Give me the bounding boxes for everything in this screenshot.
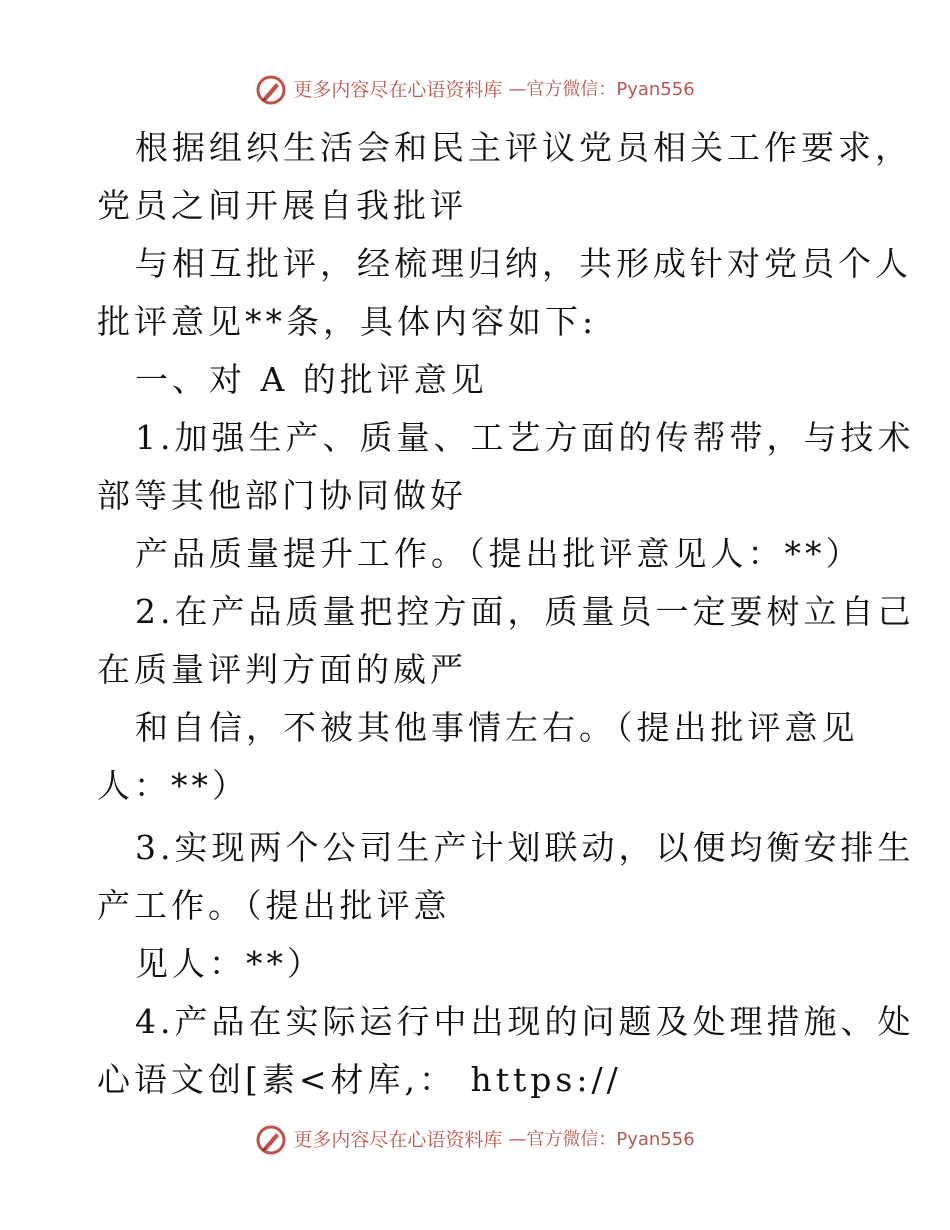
body-line: 2.在产品质量把控方面，质量员一定要树立自己 bbox=[135, 592, 915, 631]
body-line: 根据组织生活会和民主评议党员相关工作要求， bbox=[135, 128, 912, 167]
pen-logo-icon bbox=[255, 1124, 287, 1156]
body-line: 部等其他部门协同做好 bbox=[97, 476, 467, 515]
header-brand-text: 更多内容尽在心语资料库 bbox=[293, 79, 503, 101]
body-line: 4.产品在实际运行中出现的问题及处理措施、处 bbox=[135, 1002, 915, 1041]
body-line: 与相互批评，经梳理归纳，共形成针对党员个人 bbox=[135, 244, 912, 283]
body-line: 人：**） bbox=[97, 766, 249, 805]
header-contact-text: —官方微信：Pyan556 bbox=[508, 79, 695, 100]
body-line: 产工作。（提出批评意 bbox=[97, 886, 451, 925]
body-line: 党员之间开展自我批评 bbox=[97, 186, 467, 225]
body-line: 1.加强生产、质量、工艺方面的传帮带，与技术 bbox=[135, 418, 915, 457]
body-line: 和自信，不被其他事情左右。（提出批评意见 bbox=[135, 708, 859, 747]
body-line: 批评意见**条，具体内容如下: bbox=[97, 302, 598, 341]
header-watermark bbox=[0, 74, 950, 106]
body-line: 见人：**） bbox=[135, 944, 324, 983]
body-line: 在质量评判方面的威严 bbox=[97, 650, 467, 689]
body-line: 产品质量提升工作。（提出批评意见人：**） bbox=[135, 534, 863, 573]
footer-brand-text: 更多内容尽在心语资料库 bbox=[293, 1129, 503, 1151]
section-heading: 一、对 A 的批评意见 bbox=[135, 360, 488, 399]
pen-logo-icon bbox=[255, 74, 287, 106]
footer-contact-text: —官方微信：Pyan556 bbox=[508, 1129, 695, 1150]
body-line: 心语文创[素<材库,： https:// bbox=[97, 1060, 622, 1099]
body-line: 3.实现两个公司生产计划联动，以便均衡安排生 bbox=[135, 828, 915, 867]
footer-watermark bbox=[0, 1124, 950, 1156]
